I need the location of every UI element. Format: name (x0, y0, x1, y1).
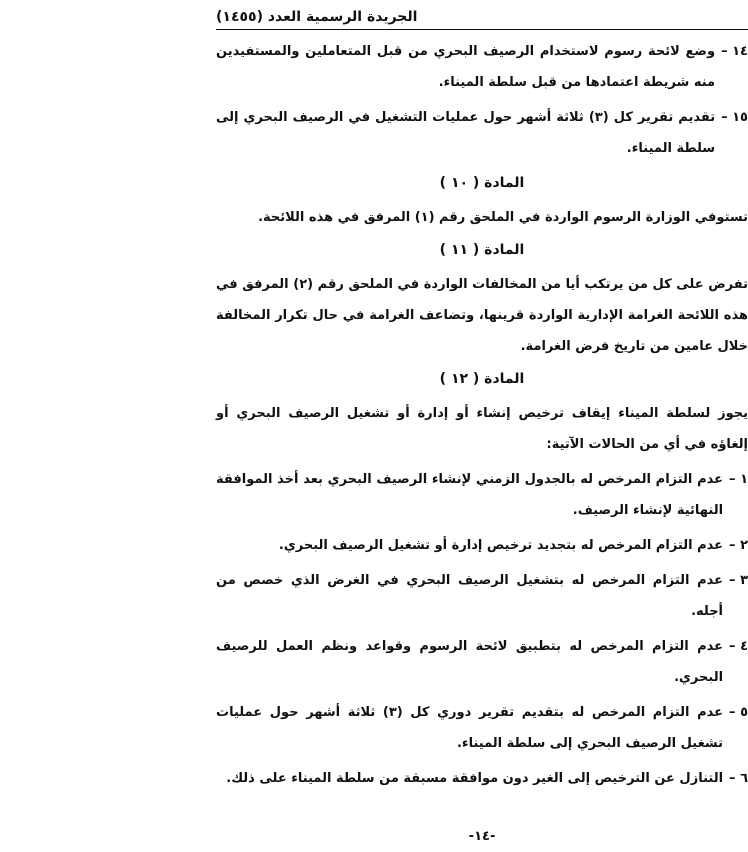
item-number: ١ – (729, 472, 748, 487)
gazette-title: الجريدة الرسمية العدد (١٤٥٥) (216, 9, 418, 25)
item-number: ٦ – (729, 771, 748, 786)
list-item-14 (216, 36, 748, 98)
page-header (216, 6, 748, 30)
item-text: وضع لائحة رسوم لاستخدام الرصيف البحري من قبل المتعاملين والمستفيدين منه شريطة اعتمادها من قبل سلطة الميناء. (216, 44, 716, 90)
item-number: ٥ – (729, 705, 748, 720)
list-item-6 (216, 763, 748, 794)
article-10-body: تستوفي الوزارة الرسوم الواردة في الملحق رقم (١) المرفق في هذه اللائحة. (258, 210, 748, 225)
item-text: التنازل عن الترخيص إلى الغير دون موافقة مسبقة من سلطة الميناء على ذلك. (226, 771, 724, 786)
list-item-3 (216, 565, 748, 627)
list-item-4 (216, 631, 748, 693)
item-number: ٣ – (729, 573, 748, 588)
article-12-body: يجوز لسلطة الميناء إيقاف ترخيص إنشاء أو إدارة أو تشغيل الرصيف البحري أو إلغاؤه في أي من الحالات الآتية: (216, 406, 748, 452)
article-10-heading: المادة ( ١٠ ) (439, 175, 525, 191)
article-12-heading: المادة ( ١٢ ) (439, 371, 525, 387)
item-number: ٤ – (729, 639, 748, 654)
list-item-15 (216, 102, 748, 164)
document-content (216, 36, 748, 798)
item-text: عدم التزام المرخص له بتقديم تقرير دوري كل (٣) ثلاثة أشهر حول عمليات تشغيل الرصيف البحري إلى سلطة الميناء. (216, 705, 724, 751)
item-text: تقديم تقرير كل (٣) ثلاثة أشهر حول عمليات التشغيل في الرصيف البحري إلى سلطة الميناء. (216, 110, 716, 156)
article-11-heading: المادة ( ١١ ) (439, 242, 525, 258)
item-text: عدم التزام المرخص له بتجديد ترخيص إدارة أو تشغيل الرصيف البحري. (278, 538, 724, 553)
list-item-2 (216, 530, 748, 561)
item-number: ٢ – (729, 538, 748, 553)
list-item-5 (216, 697, 748, 759)
item-number: ١٤ – (721, 44, 748, 59)
item-text: عدم التزام المرخص له بتشغيل الرصيف البحري في الغرض الذي خصص من أجله. (216, 573, 724, 619)
article-11-body: تفرض على كل من يرتكب أيا من المخالفات الواردة في الملحق رقم (٢) المرفق في هذه اللائحة الغرامة الإدارية الواردة قرينها، وتضاعف الغرامة في حال تكرار المخالفة خلال عامين من تاريخ فرض الغرامة. (216, 277, 748, 354)
page-number: -١٤- (468, 829, 496, 844)
list-item-1 (216, 464, 748, 526)
item-text: عدم التزام المرخص له بتطبيق لائحة الرسوم وقواعد ونظم العمل للرصيف البحري. (216, 639, 724, 685)
item-number: ١٥ – (721, 110, 748, 125)
item-text: عدم التزام المرخص له بالجدول الزمني لإنشاء الرصيف البحري بعد أخذ الموافقة النهائية لإنشاء الرصيف. (216, 472, 724, 518)
document-page (216, 0, 748, 852)
